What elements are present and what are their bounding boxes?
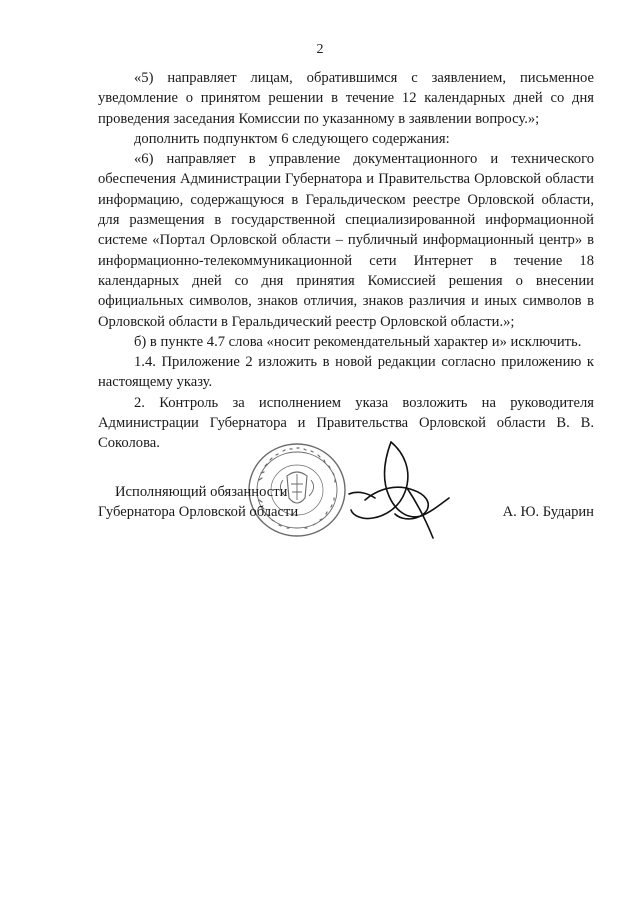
paragraph-item-b: б) в пункте 4.7 слова «носит рекомендательный характер и» исключить.: [134, 333, 582, 350]
signature-position-line2: Губернатора Орловской области: [98, 504, 299, 521]
paragraph-2-control: 2. Контроль за исполнением указа возложить на руководителя Администрации Губернатора и Правительства Орловской области В. В. Соколова.: [98, 394, 594, 452]
signature-position-line1: Исполняющий обязанности: [115, 484, 288, 500]
paragraph-subitem-5: «5) направляет лицам, обратившимся с заявлением, письменное уведомление о принятом решении в течение 12 календарных дней со дня проведения заседания Комиссии по указанному в заявлении вопросу.»;: [98, 70, 594, 127]
paragraph-add-subitem-6: дополнить подпунктом 6 следующего содержания:: [134, 130, 450, 147]
handwritten-signature-icon: [345, 438, 453, 542]
paragraph-1-4: 1.4. Приложение 2 изложить в новой редакции согласно приложению к настоящему указу.: [98, 354, 594, 391]
signatory-name: А. Ю. Бударин: [502, 504, 594, 520]
signature-position: [98, 482, 298, 523]
paragraph-subitem-6: «6) направляет в управление документационного и технического обеспечения Администрации Губернатора и Правительства Орловской области информацию, содержащуюся в Геральдическом реестре Орловской области, для размещения в государственной специализированной информационной системе «Портал Орловской области – публичный информационный центр» в информационно-телекоммуникационной сети Интернет в течение 18 календарных дней со дня принятия Комиссией решения о внесении официальных символов, знаков отличия, знаков различия и иных символов в Орловской области в Геральдический реестр Орловской области.»;: [98, 151, 594, 330]
document-body: [98, 68, 594, 454]
page-number: 2: [316, 42, 324, 57]
